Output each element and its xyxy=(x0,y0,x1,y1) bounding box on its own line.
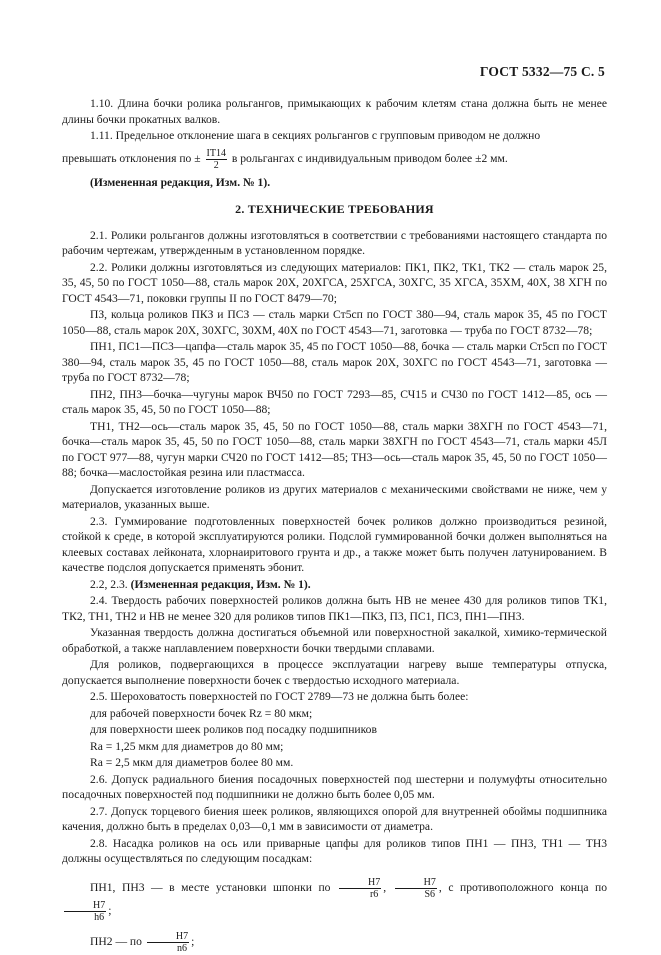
materials-pn2: ПН2, ПН3—бочка—чугуны марок ВЧ50 по ГОСТ 7293—85, СЧ15 и СЧ30 по ГОСТ 1412—85, ось — сталь марок 35, 45, 50 по ГОСТ 1050—88; xyxy=(62,387,607,416)
roughness-journals: для поверхности шеек роликов под посадку подшипников xyxy=(90,723,377,736)
fit1-mid-text: , с противоположного конца по xyxy=(438,880,607,894)
fit-pn2: ПН2 — по $\frac{H7}{n6}$ ; xyxy=(90,930,195,954)
clause-2-5: 2.5. Шероховатость поверхностей по ГОСТ 2789—73 не должна быть более: xyxy=(90,690,469,703)
clause-1-11-cont xyxy=(62,148,607,171)
clause-2-7: 2.7. Допуск торцевого биения шеек роликов, являющихся опорой для внутренней обоймы подшипника качения, должно быть в пределах 0,03—0,1 мм в зависимости от диаметра. xyxy=(62,804,607,833)
clause-1-10: 1.10. Длина бочки ролика рольгангов, примыкающих к рабочим клетям стана должна быть не менее длины бочки прокатных валков. xyxy=(62,97,607,126)
materials-pn1: ПН1, ПС1—ПС3—цапфа—сталь марок 35, 45 по ГОСТ 1050—88, бочка — сталь марки Ст5сп по ГОСТ 380—94, сталь марок 35, 45 по ГОСТ 1050—88, сталь марок 20Х, 30ХГС по ГОСТ 4543—71, заготовка — труба по ГОСТ 8732—78; xyxy=(62,340,607,384)
fraction-denominator: n6 xyxy=(176,942,187,954)
fit2-fraction xyxy=(147,931,189,954)
clause-1-11-text-post: в рольгангах с индивидуальным приводом более ±2 мм. xyxy=(231,151,508,165)
roughness-ra-small: Ra = 1,25 мкм для диаметров до 80 мм; xyxy=(90,739,284,753)
materials-allowance: Допускается изготовление роликов из других материалов с механическими свойствами не ниже, чем у материалов, указанных выше. xyxy=(62,482,607,511)
hardness-exception: Для роликов, подвергающихся в процессе эксплуатации нагреву выше температуры отпуска, допускается выполнение поверхности бочек с твердостью исходного материала. xyxy=(62,658,607,687)
document-body xyxy=(62,96,607,955)
clause-1-11: 1.11. Предельное отклонение шага в секциях рольгангов с групповым приводом не должно xyxy=(90,129,541,142)
fraction-denominator: h6 xyxy=(94,911,105,923)
fit1-fraction-2 xyxy=(395,877,437,900)
fraction-denominator: S6 xyxy=(424,888,436,900)
clause-2-3: 2.3. Гуммирование подготовленных поверхностей бочек роликов должно производиться резиной, стойкой к среде, в которой эксплуатируются ролики. Подслой гуммированной бочки должен выполняться на клеевых составах лейконата, хлорнаиритового грунта и др., а также может быть получен латунированием. В качестве подслоя допускается применять эбонит. xyxy=(62,514,607,574)
revision-label: (Измененная редакция, Изм. № 1). xyxy=(130,577,311,591)
fit-pn1-pn3: ПН1, ПН3 — в месте установки шпонки по $\frac{H7}{r6}$ , $\frac{H7}{S6}$ , с противоположного конца по $\frac{H7}{h6}$ ; xyxy=(62,877,607,923)
fraction-numerator: IT14 xyxy=(206,147,226,159)
hardness-method: Указанная твердость должна достигаться объемной или поверхностной закалкой, химико-термической обработкой, а также наплавлением поверхности бочки твердыми сплавами. xyxy=(62,626,607,655)
clause-2-6: 2.6. Допуск радиального биения посадочных поверхностей под шестерни и полумуфты относительно посадочных поверхностей под подшипники не должно быть более 0,05 мм. xyxy=(62,772,607,801)
fit1-fraction-3 xyxy=(64,900,106,923)
clause-2-1: 2.1. Ролики рольгангов должны изготовляться в соответствии с требованиями настоящего стандарта по рабочим чертежам, утвержденным в установленном порядке. xyxy=(62,228,607,257)
roughness-barrel: для рабочей поверхности бочек Rz = 80 мкм; xyxy=(90,706,313,720)
fraction-numerator: H7 xyxy=(339,877,381,889)
fraction-numerator: H7 xyxy=(147,931,189,943)
fit1-fraction-1 xyxy=(339,877,381,900)
revision-note-2-2-2-3 xyxy=(62,577,607,593)
fit1-text: ПН1, ПН3 — в месте установки шпонки по xyxy=(90,880,331,894)
clause-2-2: 2.2. Ролики должны изготовляться из следующих материалов: ПК1, ПК2, ТК1, ТК2 — сталь марок 25, 35, 45, 50 по ГОСТ 1050—88, сталь марок 20Х, 20ХГСА, 25ХГСА, 30ХГС, 35 ХГСА, 35ХМ, 40Х, 38 ХГН по ГОСТ 4543—71, поковки группы II по ГОСТ 8479—70; xyxy=(62,260,607,305)
fraction-numerator: H7 xyxy=(64,900,106,912)
fraction-denominator: r6 xyxy=(369,888,379,900)
clause-1-11-text-pre: превышать отклонения по ± xyxy=(62,151,201,165)
revision-note: (Измененная редакция, Изм. № 1). xyxy=(90,175,271,189)
materials-pz: ПЗ, кольца роликов ПКЗ и ПСЗ — сталь марки Ст5сп по ГОСТ 380—94, сталь марок 35, 45 по ГОСТ 1050—88, сталь марок 20Х, 30ХГС, 30ХМ, 40Х по ГОСТ 4543—71, заготовка — труба по ГОСТ 8732—78; xyxy=(62,308,607,337)
fraction-numerator: H7 xyxy=(395,877,437,889)
revision-clauses: 2.2, 2.3. xyxy=(90,577,128,591)
fit2-text: ПН2 — по xyxy=(90,934,142,948)
roughness-ra-large: Ra = 2,5 мкм для диаметров более 80 мм. xyxy=(90,756,294,769)
section-title: 2. ТЕХНИЧЕСКИЕ ТРЕБОВАНИЯ xyxy=(235,202,434,216)
clause-2-4: 2.4. Твердость рабочих поверхностей роликов должна быть НВ не менее 430 для роликов типов ТК1, ТК2, ТН1, ТН2 и НВ не менее 320 для роликов типов ПК1—ПК3, П3, ПС1, ПС3, ПН1—ПН3. xyxy=(62,594,607,623)
page-header: ГОСТ 5332—75 С. 5 xyxy=(479,64,605,79)
clause-2-8: 2.8. Насадка роликов на ось или приварные цапфы для роликов типов ПН1 — ПН3, ТН1 — ТН3 должны осуществляться по следующим посадкам: xyxy=(62,836,607,865)
materials-tn: ТН1, ТН2—ось—сталь марок 35, 45, 50 по ГОСТ 1050—88, сталь марки 38ХГН по ГОСТ 4543—71, бочка—сталь марок 35, 45, 50 по ГОСТ 1050—88, сталь марки 38ХГН по ГОСТ 4543—71, сталь марки 45Л по ГОСТ 977—88, чугун марки СЧ20 по ГОСТ 1412—85; ТН3—ось—сталь марок 35, 45, 50 по ГОСТ 1050—88; бочка—маслостойкая резина или пластмасса. xyxy=(62,419,607,479)
fraction-denominator: 2 xyxy=(213,159,219,171)
fraction-it14 xyxy=(206,148,227,171)
